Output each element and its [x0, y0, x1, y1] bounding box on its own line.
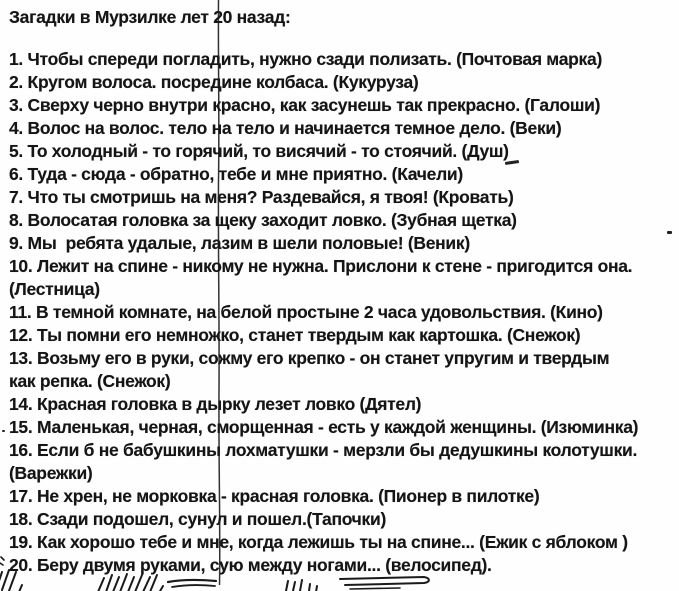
riddle-text-line: 11. В темной комнате, на белой простыне 2 часа удовольствия. (Кино)	[9, 302, 603, 322]
riddle-text-line: 13. Возьму его в руки, сожму его крепко - он станет упругим и твердым	[9, 348, 610, 368]
riddle-lines	[9, 48, 677, 577]
riddle-text-line: 1. Чтобы спереди погладить, нужно сзади полизать. (Почтовая марка)	[9, 49, 602, 69]
riddle-text-line: 6. Туда - сюда - обратно, тебе и мне приятно. (Качели)	[9, 164, 463, 184]
riddle-text-line: 7. Что ты смотришь на меня? Раздевайся, я твоя! (Кровать)	[9, 187, 514, 207]
page-title: Загадки в Мурзилке лет 20 назад:	[9, 7, 291, 27]
riddle-text-line: (Лестница)	[9, 279, 100, 299]
riddle-text-line: 9. Мы ребята удалые, лазим в шели половые! (Веник)	[9, 233, 470, 253]
riddle-text-line: 15. Маленькая, черная, сморщенная - есть у каждой женщины. (Изюминка)	[9, 417, 639, 437]
riddle-text-line: как репка. (Снежок)	[9, 371, 171, 391]
blank-line	[9, 29, 677, 48]
riddle-text-line: (Варежки)	[9, 463, 93, 483]
riddle-text-line: 20. Беру двумя руками, сую между ногами... (велосипед).	[9, 555, 492, 575]
riddle-text-line: 2. Кругом волоса. посредине колбаса. (Кукуруза)	[9, 72, 419, 92]
riddle-text-line: 8. Волосатая головка за щеку заходит ловко. (Зубная щетка)	[9, 210, 517, 230]
scan-speckle	[2, 430, 5, 432]
riddle-text-line: 14. Красная головка в дырку лезет ловко (Дятел)	[9, 394, 422, 414]
riddle-text-line: 17. Не хрен, не морковка - красная головка. (Пионер в пилотке)	[9, 486, 540, 506]
riddle-text-line: 5. То холодный - то горячий, то висячий - то стоячий. (Душ)	[9, 141, 509, 161]
scan-speckle	[667, 231, 672, 234]
riddle-text-line: 16. Если б не бабушкины лохматушки - мерзли бы дедушкины колотушки.	[9, 440, 638, 460]
riddle-text-line: 3. Сверху черно внутри красно, как засунешь так прекрасно. (Галоши)	[9, 95, 601, 115]
riddle-text-line: 19. Как хорошо тебе и мне, когда лежишь ты на спине... (Ежик с яблоком )	[9, 532, 628, 552]
document-text	[9, 6, 677, 577]
riddle-text-line: 10. Лежит на спине - никому не нужна. Прислони к стене - пригодится она.	[9, 256, 633, 276]
riddle-text-line: 18. Сзади подошел, сунул и пошел.(Тапочки)	[9, 509, 386, 529]
riddle-text-line: 12. Ты помни его немножко, станет твердым как картошка. (Снежок)	[9, 325, 581, 345]
riddle-text-line: 4. Волос на волос. тело на тело и начинается темное дело. (Веки)	[9, 118, 562, 138]
